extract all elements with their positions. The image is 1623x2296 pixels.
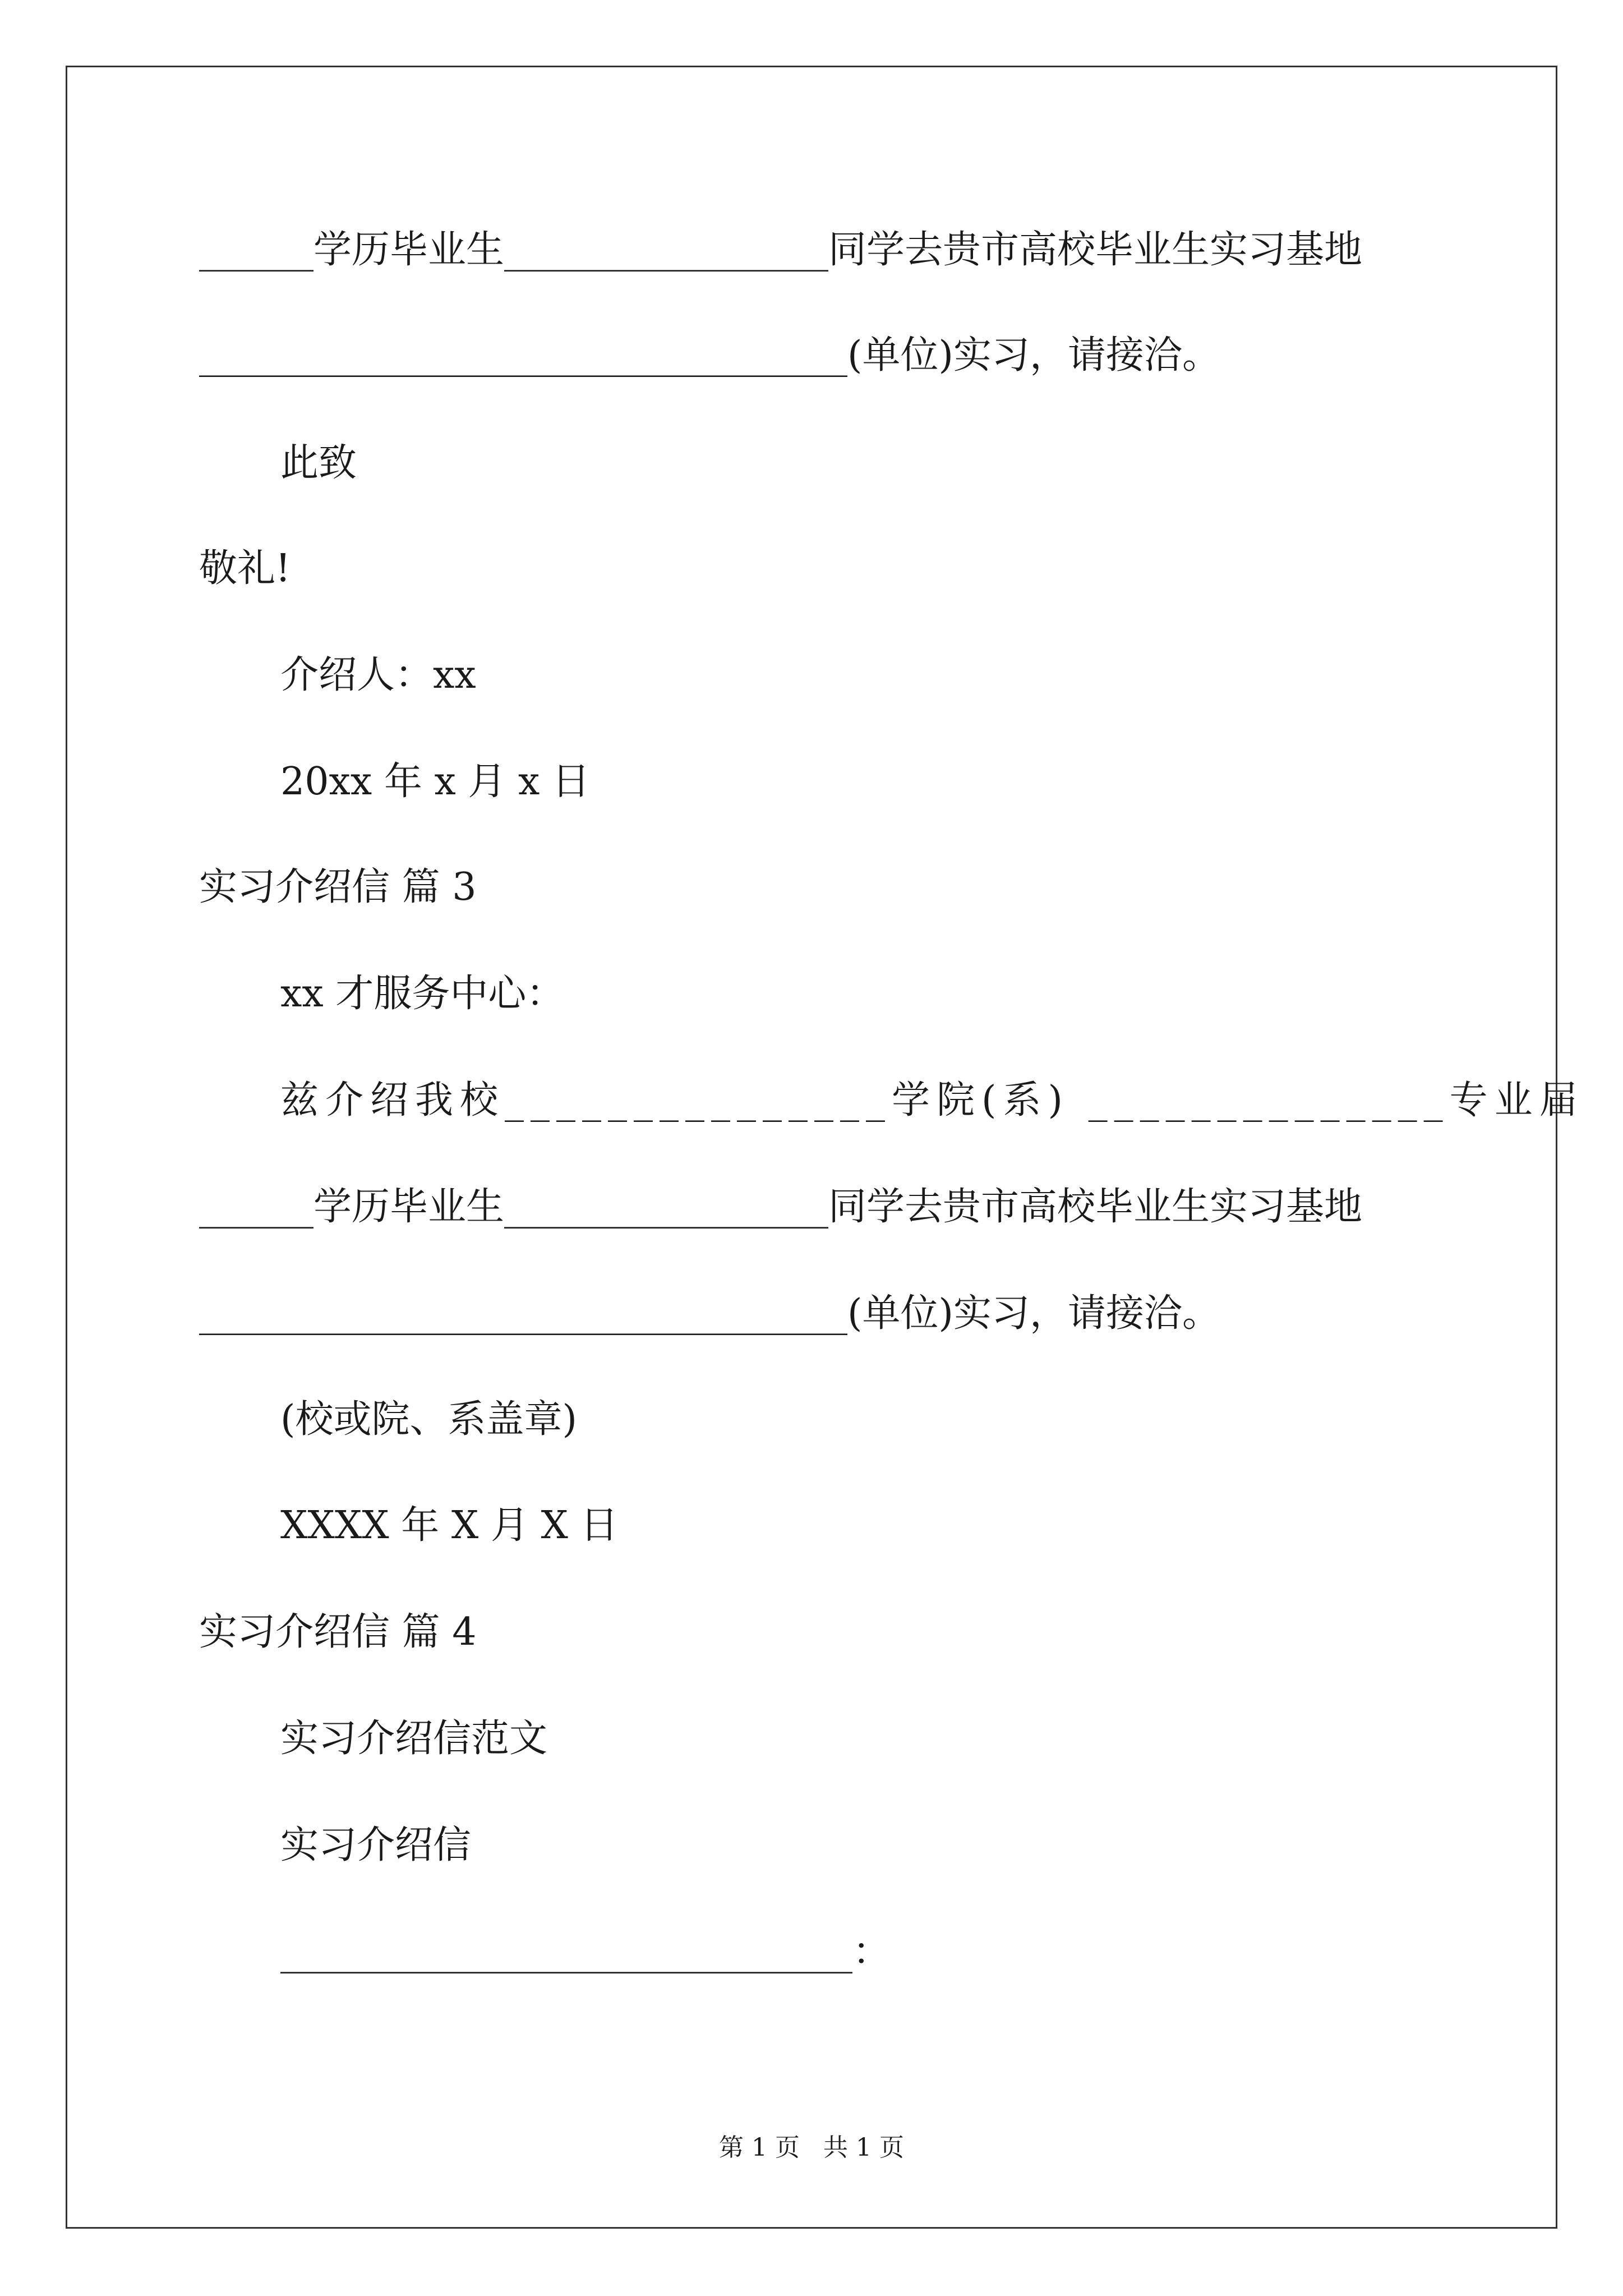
text-line-recipient: xx 才服务中心： [280,972,565,1016]
text-line-salutation: 此致 [280,441,357,485]
text-line-introduction: 兹介绍我校_______________学院(系) ______________专业届 [280,1078,1584,1122]
section-heading-4: 实习介绍信 篇 4 [199,1610,477,1654]
text-line-letter-title: 实习介绍信 [280,1823,472,1867]
text-line-addressee-blank: ______________________________： [280,1930,891,1974]
page-frame [66,66,1557,2229]
text-line-sample-title: 实习介绍信范文 [280,1717,548,1761]
text-line-graduate: ______学历毕业生_________________同学去贵市高校毕业生实习基地 [199,228,1363,272]
page-footer: 第 1 页 共 1 页 [719,2133,904,2162]
text-line-regards: 敬礼! [199,546,291,591]
text-line-date: 20xx 年 x 月 x 日 [280,760,591,804]
text-line-unit-2: __________________________________(单位)实习，请接洽。 [199,1291,1221,1336]
text-line-date-2: XXXX 年 X 月 X 日 [280,1503,619,1548]
section-heading-3: 实习介绍信 篇 3 [199,865,477,909]
text-line-seal: (校或院、系盖章) [280,1397,578,1442]
text-line-unit: __________________________________(单位)实习，请接洽。 [199,333,1221,378]
text-line-graduate-2: ______学历毕业生_________________同学去贵市高校毕业生实习基地 [199,1185,1363,1229]
text-line-introducer: 介绍人：xx [280,653,476,697]
